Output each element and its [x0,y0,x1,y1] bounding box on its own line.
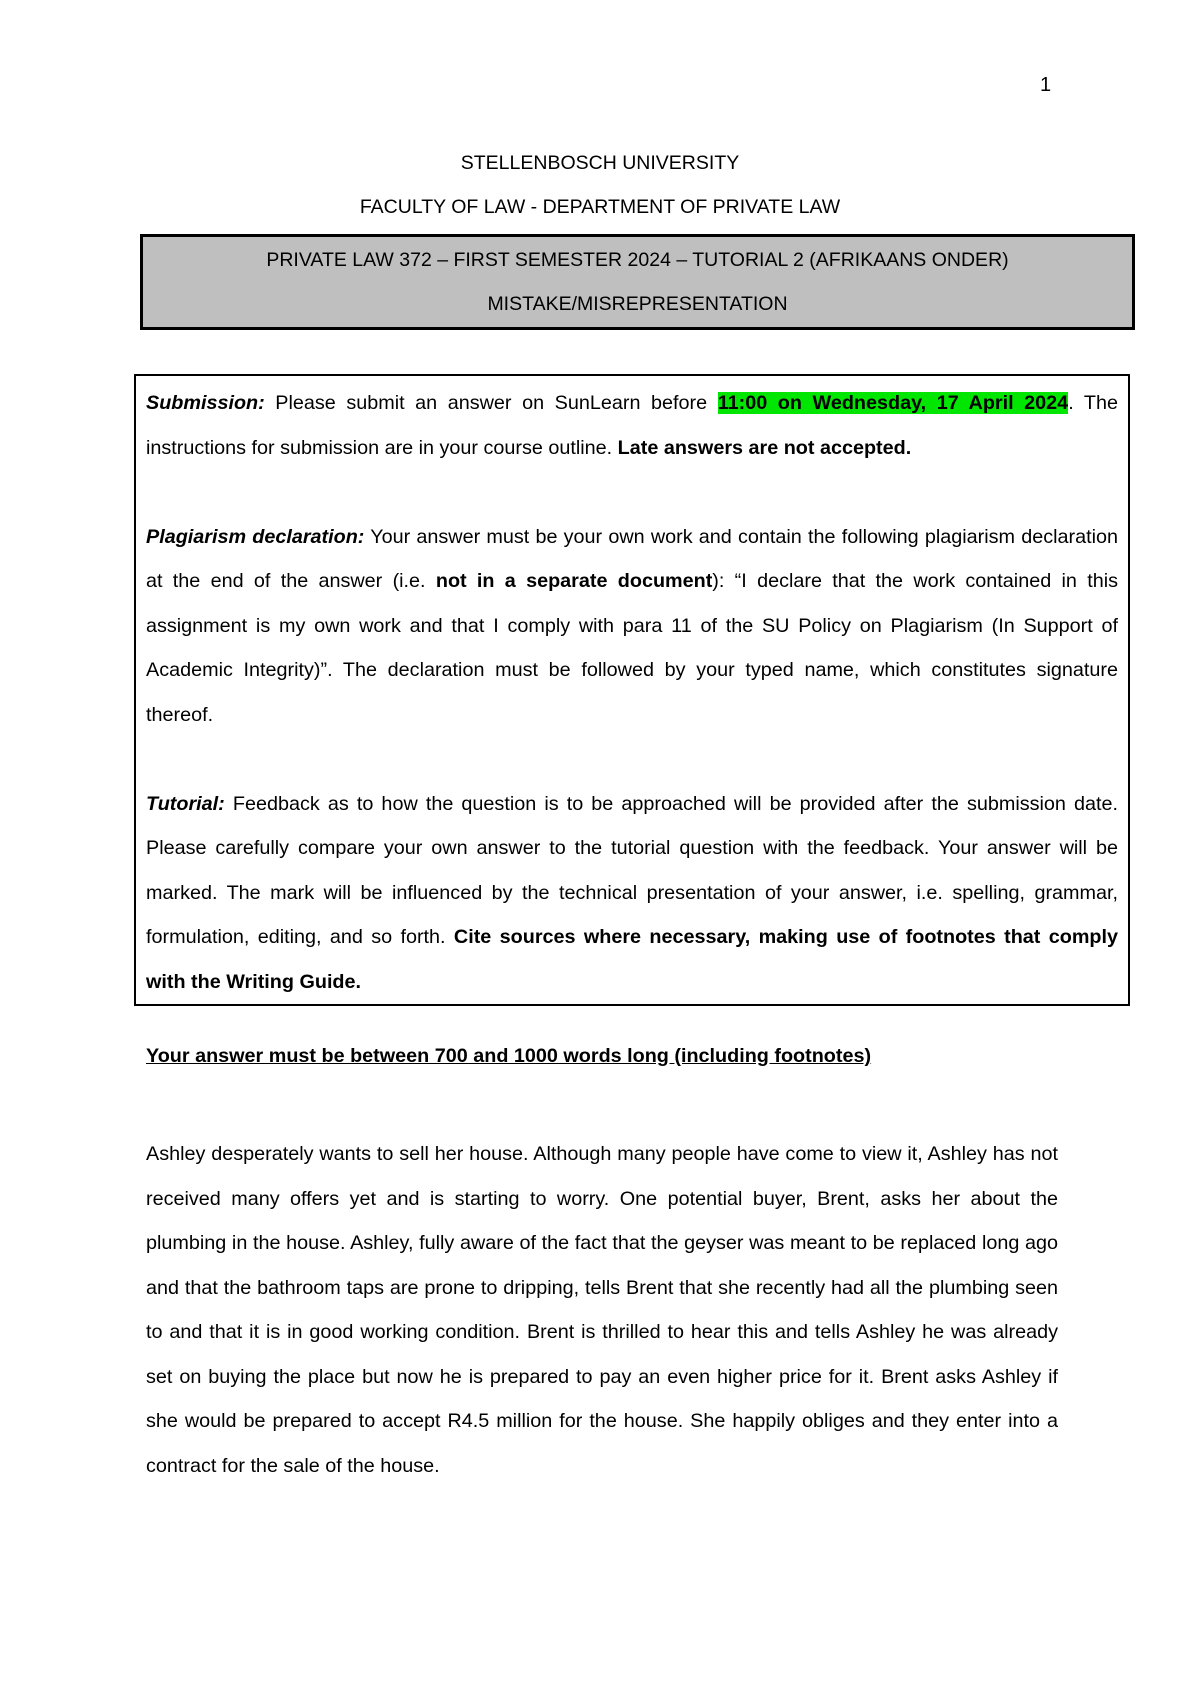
tutorial-text: Feedback as to how the question is to be approached will be provided after the submission date. Please carefully compare your own answer to the tutorial question with the feedback. Your answer will be marked. The mark will be influenced by the technical presentation of your answer, i.e. spelling, grammar, formulation, editing, and so forth. [146,792,1118,948]
plagiarism-label: Plagiarism declaration: [146,525,365,548]
page-number: 1 [1040,74,1052,96]
question-body [146,1132,1058,1488]
tutorial-topic: MISTAKE/MISREPRESENTATION [487,293,788,315]
submission-label: Submission: [146,392,265,414]
submission-text-2: . The instructions for submission are in your course outline. [146,392,1118,459]
plagiarism-text-2: ): “I declare that the work contained in this assignment is my own work and that I comply with para 11 of the SU Policy on Plagiarism (In Support of Academic Integrity)”. The declaration must be followed by your typed name, which constitutes signature thereof. [146,570,1118,726]
question-paragraph: Ashley desperately wants to sell her house. Although many people have come to view it, Ashley has not received many offers yet and is starting to worry. One potential buyer, Brent, asks her about the plumbing in the house. Ashley, fully aware of the fact that the geyser was meant to be replaced long ago and that the bathroom taps are prone to dripping, tells Brent that she recently had all the plumbing seen to and that it is in good working condition. Brent is thrilled to hear this and tells Ashley he was already set on buying the place but now he is prepared to pay an even higher price for it. Brent asks Ashley if she would be prepared to accept R4.5 million for the house. She happily obliges and they enter into a contract for the sale of the house. [146,1143,1058,1477]
instructions-box [134,374,1130,1006]
submission-paragraph [146,381,1118,470]
submission-text: Please submit an answer on SunLearn before [264,392,718,414]
cite-sources-note: Cite sources where necessary, making use of footnotes that comply with the Writing Guide. [146,926,1119,993]
word-limit-heading: Your answer must be between 700 and 1000 words long (including footnotes) [146,1045,872,1067]
course-title: PRIVATE LAW 372 – FIRST SEMESTER 2024 – TUTORIAL 2 (AFRIKAANS ONDER) [266,249,1009,271]
plagiarism-bold: not in a separate document [435,570,713,592]
university-name: STELLENBOSCH UNIVERSITY [460,152,740,174]
tutorial-label: Tutorial: [146,792,225,815]
faculty-name: FACULTY OF LAW - DEPARTMENT OF PRIVATE LAW [359,196,841,218]
plagiarism-text: Your answer must be your own work and contain the following plagiarism declaration at the end of the answer (i.e. [146,525,1119,592]
late-answers-note: Late answers are not accepted. [617,436,912,459]
plagiarism-paragraph [146,515,1118,738]
submission-deadline: 11:00 on Wednesday, 17 April 2024 [717,392,1069,414]
title-box [140,234,1135,330]
tutorial-paragraph [146,782,1118,1005]
